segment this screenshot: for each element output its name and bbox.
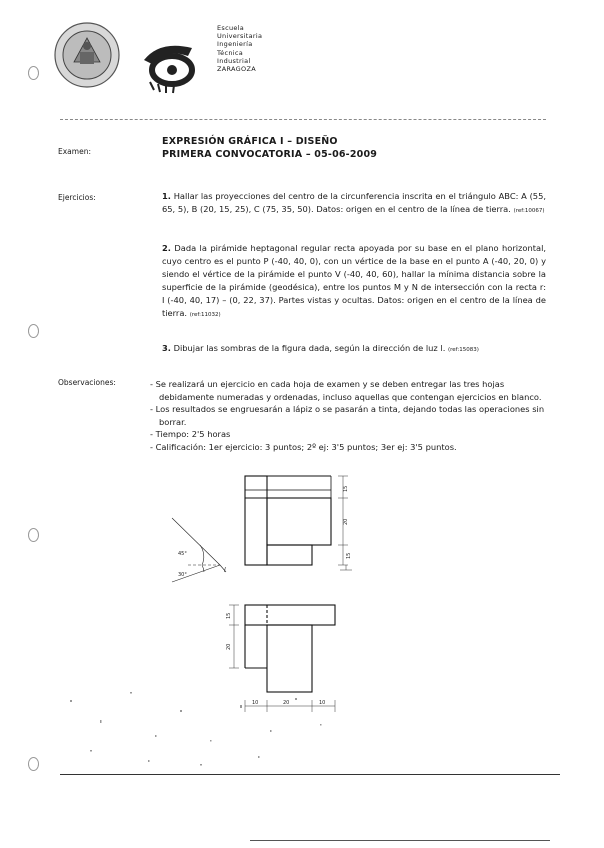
exercise-number: 1.	[162, 191, 171, 201]
list-item: - Calificación: 1er ejercicio: 3 puntos; 2º ej: 3'5 puntos; 3er ej: 3'5 puntos.	[150, 441, 457, 452]
exam-label: Examen:	[58, 147, 91, 156]
elevation-lower-block	[267, 545, 312, 565]
exercise-text: Dibujar las sombras de la figura dada, según la dirección de luz l.	[173, 343, 446, 353]
institution-name	[217, 24, 297, 73]
binder-hole	[28, 66, 39, 80]
list-item: - Tiempo: 2'5 horas	[150, 429, 231, 439]
angle-label: 45°	[178, 551, 187, 557]
binder-hole	[28, 528, 39, 542]
dimension-label: 20	[226, 643, 232, 650]
plan-top-block	[245, 605, 335, 625]
scan-noise	[60, 680, 340, 780]
list-item: - Los resultados se engruesarán a lápiz o se pasarán a tinta, dejando todas las operaciones sin borrar.	[150, 404, 545, 427]
institution-line: Industrial	[217, 56, 251, 65]
exercise-number: 2.	[162, 243, 171, 253]
elevation-middle-block	[267, 498, 331, 545]
observations-label: Observaciones:	[58, 378, 116, 387]
exercises-label: Ejercicios:	[58, 193, 96, 202]
elevation-tall-block	[245, 476, 267, 565]
footer-divider	[60, 774, 560, 775]
institution-line: Universitaria	[217, 32, 263, 41]
binder-hole	[28, 324, 39, 338]
observations-list	[150, 378, 546, 453]
exercise-ref: (ref:15083)	[448, 347, 479, 353]
exam-title-line1: EXPRESIÓN GRÁFICA I – DISEÑO	[162, 136, 338, 147]
dimension-label: 20	[343, 518, 349, 525]
plan-view	[245, 605, 335, 692]
exercise-3	[162, 342, 546, 357]
exercise-ref: (ref:11032)	[189, 312, 221, 318]
footer-divider	[250, 840, 550, 841]
dimension-label: 20	[283, 700, 290, 706]
exercise-number: 3.	[162, 343, 171, 353]
institution-line: ZARAGOZA	[217, 65, 256, 74]
university-seal-icon	[52, 20, 122, 90]
header-divider	[60, 119, 546, 120]
list-item: - Se realizará un ejercicio en cada hoja de examen y se deben entregar las tres hojas debidamente numeradas y ordenadas, incluso aquellas que contengan ejercicios en blanco.	[150, 379, 542, 402]
exercise-text: Hallar las proyecciones del centro de la circunferencia inscrita en el triángulo ABC: A (55, 65, 5), B (20, 15, 25), C (75, 35, 50). Datos: origen en el centro de la línea de tierra.	[162, 191, 546, 214]
elevation-view	[245, 476, 331, 565]
binder-hole	[28, 757, 39, 771]
exam-title	[162, 135, 377, 161]
dimension-label: 15	[226, 612, 232, 619]
dimension-label: 10	[252, 700, 259, 706]
dimension-label: 15	[346, 552, 352, 559]
exercise-ref: (ref:10067)	[513, 208, 545, 214]
dimension-label: 10	[319, 700, 326, 706]
exam-title-line2: PRIMERA CONVOCATORIA – 05-06-2009	[162, 149, 378, 160]
institution-line: Escuela	[217, 24, 245, 32]
angle-label: 30°	[178, 572, 187, 578]
exercise-text: Dada la pirámide heptagonal regular recta apoyada por su base en el plano horizontal, cuyo centro es el punto P (-40, 40, 0), con un vértice de la base en el punto A (-40, 20, 0) y siendo el vértice de la pirámide el punto V (-40, 40, 60), hallar la mínima distancia sobre la superficie de la pirámide (geodésica), entre los puntos M y N de intersección con la recta r: I (-40, 40, 17) – (0, 22, 37). Partes vistas y ocultas. Datos: origen en el centro de la línea de tierra.	[162, 243, 547, 318]
exercise-2	[162, 242, 546, 322]
institution-line: Ingeniería	[217, 40, 253, 49]
institution-line: Técnica	[217, 48, 244, 57]
dimension-label: 15	[343, 485, 349, 492]
light-label: l	[224, 567, 226, 574]
school-logo-icon	[140, 38, 210, 94]
exercise-1	[162, 190, 546, 218]
